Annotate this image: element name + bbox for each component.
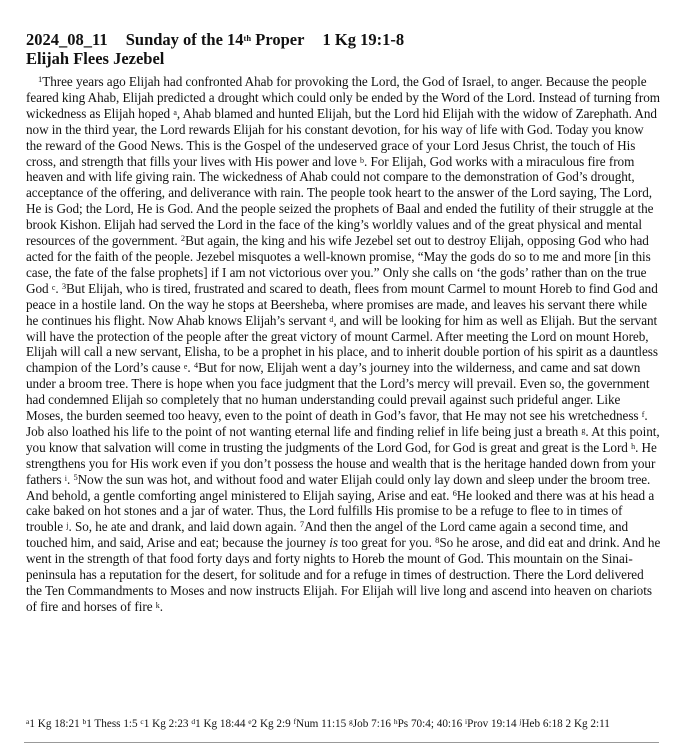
date-label: 2024_08_11 — [26, 30, 108, 49]
footnote-reference: 1 Kg 18:44 — [195, 718, 249, 730]
footnote-key: d — [191, 717, 196, 726]
verse-number: 8 — [435, 535, 440, 546]
body-text-run: Now the sun was hot, and without food and water Elijah could only lay down and sleep under the broom tree. And behold, a gentle comforting angel ministered to Elijah saying, Arise and eat. — [26, 471, 651, 503]
day-label: Sunday of the 14th Proper — [125, 30, 305, 49]
footnote-reference: 2 Kg 2:9 — [251, 718, 294, 730]
verse-number: 2 — [180, 233, 186, 244]
body-text-run: . — [159, 598, 163, 614]
ordinal-suffix: th — [243, 33, 252, 43]
footnote-marker: e — [183, 362, 188, 372]
footnote-entry — [191, 718, 248, 730]
footnotes — [26, 715, 661, 731]
footnote-marker: b — [360, 155, 364, 165]
body-text-run: . For Elijah, God works with a miraculous fire from heaven and with life giving rain. The wickedness of Ahab could not compare to the demonstration of God’s drought, acceptance of the offering, and deliverance with rain. The people took heart to the answer of the Lord saying, The Lord, He is God; the Lord, He is God. And the people seized the prophets of Baal and ended the futility of their struggle at the brook Kishon. Elijah had served the Lord in the face of the king’s worldly values and of the great physical and mental resources of the government. — [26, 153, 654, 249]
body-text-run: . So, he ate and drank, and laid down again. — [68, 519, 300, 535]
footnote-reference: Ps 70:4; 40:16 — [397, 718, 466, 730]
body-text-run: , and will be looking for him as well as Elijah. But the servant will have the protection of the people after the great victory of mount Carmel. After meeting the Lord on mount Horeb, Elijah will call a new servant, Elisha, to be a prophet in his place, and to inherit double portion of his spirit as a dauntless champion of the Lord’s cause — [26, 312, 658, 376]
body-text-run: too great for you. — [337, 535, 436, 551]
reading-reference: 1 Kg 19:1-8 — [322, 30, 405, 49]
footnote-marker: f — [641, 410, 645, 420]
document-header — [26, 30, 661, 68]
footnote-reference: Prov 19:14 — [467, 718, 520, 730]
verse-number: 1 — [38, 74, 43, 84]
footnote-key: a — [26, 717, 30, 726]
footnote-reference: 1 Thess 1:5 — [86, 718, 141, 730]
body-text-run: . He strengthens you for His work even if you don’t possess the house and wealth that is the heritage handed down from your fathers — [26, 439, 657, 487]
verse-number: 3 — [61, 280, 67, 291]
italic-text: is — [329, 535, 338, 551]
footnote-entry — [248, 718, 293, 730]
footnote-marker: g — [581, 425, 586, 435]
verse-number: 5 — [73, 471, 78, 482]
verse-number: 6 — [452, 487, 457, 498]
body-text-run: So he arose, and did eat and drink. And he went in the strength of that food forty days and forty nights to Horeb the mount of God. This mountain on the Sinai-peninsula has a reputation for the desert, for solitude and for a refuge in times of destruction. There the Lord delivered the Ten Commandments to Moses and now instructs Elijah. For Elijah will live long and ascend into heaven on chariots of fire and horses of fire — [26, 535, 661, 614]
body-text-run: . At this point, you know that salvation will come in trusting the judgments of the Lord God, for God is great and great is the Lord — [26, 423, 660, 455]
footnote-reference: 1 Kg 2:23 — [143, 718, 192, 730]
footnote-key: h — [393, 717, 398, 726]
footnote-key: f — [293, 717, 296, 726]
footnote-key: b — [82, 717, 87, 726]
footnote-reference: Job 7:16 — [352, 718, 394, 730]
footnote-entry — [519, 718, 610, 730]
footnote-reference: Num 11:15 — [296, 718, 350, 730]
document-subtitle: Elijah Flees Jezebel — [26, 49, 165, 68]
sermon-body — [26, 74, 661, 615]
verse-number: 4 — [193, 360, 199, 371]
footnote-entry — [393, 717, 468, 730]
footnote-marker: i — [64, 473, 67, 483]
footnote-marker: j — [66, 521, 69, 531]
footnote-marker: a — [173, 107, 177, 117]
body-text-run: . Job also loathed his life to the point of not wanting eternal life and finding relief in life being just a breath — [26, 408, 648, 439]
body-text-run: But Elijah, who is tired, frustrated and scared to death, flees from mount Carmel to mount Horeb to find God and peace in a hostile land. On the way he stops at Beersheba, where promises are made, and leaves his servant there while he continues his flight. Now Ahab knows Elijah’s servant — [26, 280, 658, 328]
footnote-entry — [465, 717, 522, 730]
title-line — [26, 30, 661, 49]
footnote-reference: 1 Kg 18:21 — [29, 718, 83, 730]
body-text-run: . — [55, 280, 62, 296]
footnote-entry — [294, 718, 350, 730]
body-text-run: . — [66, 471, 74, 487]
footer-divider — [24, 742, 659, 743]
body-text-run: But for now, Elijah went a day’s journey into the wilderness, and came and sat down under a broom tree. There is hope when you face judgment that the Lord’s mercy will prevail. Even so, the government had condemned Elijah so completely that no human understanding could prevail against such prideful anger. Like Moses, the burden seemed too heavy, even to the point of death in God’s favor, that He may not see his wretchedness — [26, 360, 650, 424]
footnote-entry — [82, 718, 140, 730]
footnote-marker: d — [329, 314, 334, 324]
footnote-marker: h — [631, 441, 636, 451]
body-text-run: And then the angel of the Lord came again a second time, and touched him, and said, Arise and eat; because the journey — [26, 519, 629, 551]
body-text-run: Three years ago Elijah had confronted Ahab for provoking the Lord, the God of Israel, to anger. Because the people feared king Ahab, Elijah predicted a drought which could only be ended by the Word of the Lord. Instead of turning from wickedness as Elijah hoped — [26, 74, 660, 121]
footnote-key: i — [465, 717, 468, 726]
footnote-entry — [349, 718, 394, 730]
footnote-key: g — [349, 717, 353, 726]
footnote-entry — [26, 718, 82, 730]
footnote-marker: c — [51, 282, 56, 292]
footnote-key: e — [248, 717, 252, 726]
body-text-run: He looked and there was at his head a cake baked on hot stones and a jar of water. Thus, the Lord fulfills His promise to be a refuge to flee to in times of trouble — [26, 487, 655, 535]
body-text-run: . — [187, 360, 194, 376]
footnote-key: c — [140, 717, 144, 726]
footnote-reference: Heb 6:18 2 Kg 2:11 — [521, 718, 610, 730]
footnote-marker: k — [155, 600, 160, 610]
body-text-run: But again, the king and his wife Jezebel set out to destroy Elijah, opposing God who had acted for the faith of the people. Jezebel misquotes a well-known promise, “May the gods do so to me and more [in this case, the fate of the false prophets] if I am not victorious over you.” Only she calls on ‘the gods’ rather than on the true God — [26, 233, 651, 296]
footnote-entry — [140, 718, 191, 730]
footnote-key: j — [519, 717, 522, 726]
body-text-run: , Ahab blamed and hunted Elijah, but the Lord hid Elijah with the widow of Zarephath. And now in the third year, the Lord rewards Elijah for his constant devotion, for his way of life with God. Today you know the reward of the Good News. This is the Gospel of the undeserved grace of your Lord Jesus Christ, the touch of His cross, and strength that fills your lives with His power and love — [26, 105, 657, 169]
verse-number: 7 — [299, 519, 305, 530]
